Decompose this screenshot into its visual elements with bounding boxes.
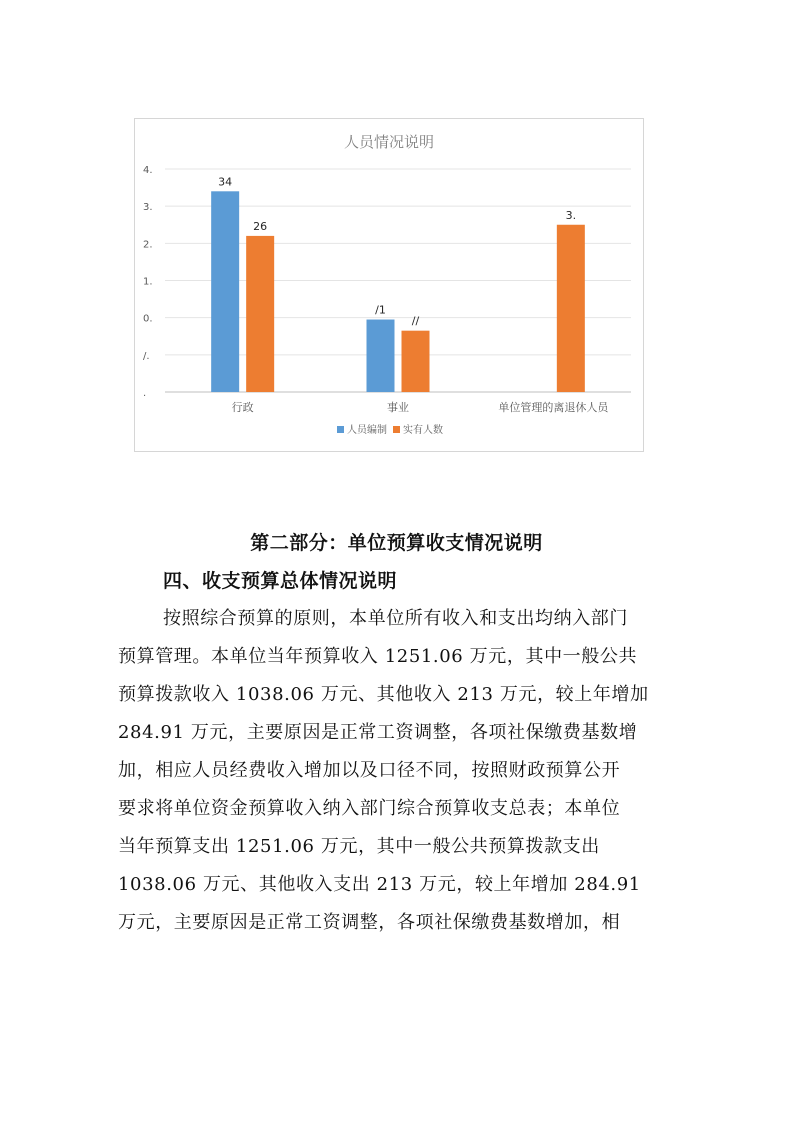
data-label: 26 (253, 219, 268, 233)
bar-staffing-quota (211, 191, 239, 392)
x-category-label: 行政 (231, 401, 254, 414)
body-line: 按照综合预算的原则，本单位所有收入和支出均纳入部门 (163, 608, 628, 629)
x-category-label: 事业 (387, 401, 409, 414)
y-tick-label: /. (143, 350, 150, 362)
legend-swatch (393, 426, 400, 433)
body-line: 预算拨款收入 1038.06 万元、其他收入 213 万元，较上年增加 (118, 684, 649, 705)
body-line: 284.91 万元，主要原因是正常工资调整，各项社保缴费基数增 (118, 722, 638, 743)
section-heading: 第二部分：单位预算收支情况说明 (250, 532, 543, 554)
y-tick-label: 0. (143, 313, 153, 325)
y-tick-label: 3. (143, 202, 153, 214)
bar-actual-staff (557, 225, 585, 392)
body-line: 1038.06 万元、其他收入支出 213 万元，较上年增加 284.91 (118, 874, 641, 895)
x-category-label: 单位管理的离退休人员 (498, 401, 609, 414)
personnel-bar-chart (135, 119, 643, 451)
data-label: /1 (375, 303, 386, 317)
body-line: 加，相应人员经费收入增加以及口径不同，按照财政预算公开 (118, 760, 621, 781)
body-line: 预算管理。本单位当年预算收入 1251.06 万元，其中一般公共 (118, 646, 638, 667)
legend-label: 人员编制 (347, 425, 387, 436)
y-tick-label: 1. (143, 276, 153, 288)
data-label: 34 (218, 175, 233, 189)
legend-swatch (337, 426, 344, 433)
legend-label: 实有人数 (403, 425, 443, 436)
y-tick-label: 2. (143, 239, 153, 251)
y-tick-label: . (143, 388, 147, 399)
y-tick-label: 4. (143, 165, 153, 176)
chart-title: 人员情况说明 (343, 133, 435, 151)
data-label: // (411, 314, 420, 328)
bar-staffing-quota (367, 320, 395, 392)
body-line: 当年预算支出 1251.06 万元，其中一般公共预算拨款支出 (118, 836, 600, 857)
chart-frame (134, 118, 644, 452)
data-label: 3. (565, 208, 577, 222)
body-line: 要求将单位资金预算收入纳入部门综合预算收支总表；本单位 (118, 798, 621, 819)
bar-actual-staff (402, 331, 430, 392)
body-line: 万元，主要原因是正常工资调整，各项社保缴费基数增加，相 (118, 912, 621, 933)
bar-actual-staff (246, 236, 274, 392)
sub-heading: 四、收支预算总体情况说明 (163, 570, 398, 592)
body-paragraph (118, 600, 688, 942)
